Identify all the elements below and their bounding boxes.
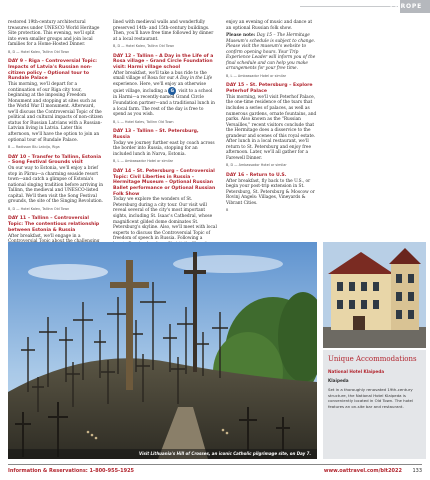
section-tag: EUROPE bbox=[390, 3, 422, 10]
meals-line: B, D — Hotel Kalev, Tallinn Old Town bbox=[8, 49, 70, 54]
foundation-logo-icon: G bbox=[168, 87, 176, 95]
meals-line: B, D — Hotel Kalev, Tallinn Old Town bbox=[113, 44, 175, 49]
klaipeda-hotel-photo bbox=[323, 242, 426, 348]
header-band bbox=[0, 0, 430, 13]
page-footer bbox=[0, 462, 430, 480]
day-16-heading: DAY 16 – Return to U.S. bbox=[226, 172, 287, 178]
day-16-text: After breakfast, fly back to the U.S., or begin your post-trip extension in St. Petersburg, St. Petersburg & Moscow or Rovinj Angels: Villages, Vineyards & Vibrant Cities. bbox=[226, 178, 315, 206]
hotel-description: Set in a thoroughly renovated 19th-century structure, the National Hotel Klaipeda is conveniently located in Old Town. The hotel features an on-site bar and restaurant. bbox=[328, 387, 414, 409]
note-text bbox=[226, 33, 318, 72]
day-15-meals: B, D — Ambassador Hotel or similar bbox=[226, 163, 287, 168]
day-14-text: Today we explore the wonders of St. Petersburg during a city tour. Our visit will reveal several of the city's most important sights, including St. Isaac's Cathedral, whose magnificent gilded dome dominates St. Petersburg's skyline. Also, we'll meet with local experts to discuss the Controversial Topic of freedom of speech in Russia. Following a bbox=[113, 197, 217, 242]
day-10-heading: DAY 10 – Transfer to Tallinn, Estonia – Song Festival Grounds visit bbox=[8, 154, 102, 166]
note-label: Please note: bbox=[226, 33, 256, 39]
day-12-text bbox=[113, 71, 217, 118]
reservations-line: Information & Reservations: 1-800-955-1925 bbox=[8, 468, 135, 474]
day-12-heading: DAY 12 – Tallinn – A Day in the Life of a Rosa village – Grand Circle Foundation visit: Harmi village school bbox=[113, 53, 214, 71]
body-text: restored 19th-century architectural treasures under UNESCO World Heritage Site protection. This evening, we'll split into even smaller groups and join local families for a Home-Hosted Dinner. bbox=[8, 20, 100, 48]
day-16-meals: B bbox=[226, 208, 229, 213]
day-12-text-c: visit to a school in Harmi—a recently-named Grand Circle Foundation partner—and a traditional lunch in a local farm. The rest of the day is free to spend as you wish. bbox=[113, 89, 215, 118]
accommodations-box bbox=[323, 350, 426, 459]
day-9-heading: DAY 9 – Riga – Controversial Topic: Impacts of Latvia's Russian non-citizen policy – Optional tour to Rundale Palace bbox=[8, 59, 98, 82]
day-15-text: This morning, we'll visit Peterhof Palace, the one-time residence of the tsars that includes a series of palaces, as well as numerous gardens, ornate fountains, and parks. Also known as the "Russian Versailles," recent visitors conclude that the Hermitage does a disservice to the grandeur and scenes of this royal estate. After lunch in a local restaurant, we'll return to St. Petersburg and enjoy free afternoon. Later, we'll all gather for a Farewell Dinner. bbox=[226, 94, 317, 161]
day-12-text-b: experience. Here, we'll enjoy an otherwise quiet village, including a bbox=[113, 81, 207, 95]
day-12-text-a: After breakfast, we'll take a bus ride to the small village of Rosa for our bbox=[113, 70, 207, 82]
itinerary-column-3 bbox=[226, 20, 318, 218]
day-9-meals: B — Radisson Blu Latvija, Riga bbox=[8, 145, 60, 150]
day-12-highlight: A Day in the Life bbox=[175, 76, 213, 82]
website-link[interactable]: www.oattravel.com/blt2022 bbox=[323, 468, 402, 474]
header-rule bbox=[300, 6, 398, 7]
day-11-heading: DAY 11 – Tallinn – Controversial Topic: The contentious relationship between Estonia & Russia bbox=[8, 216, 100, 233]
page-number: 133 bbox=[412, 468, 422, 474]
hotel-illustration bbox=[323, 242, 426, 348]
itinerary-column-2 bbox=[113, 20, 217, 271]
body-text: enjoy an evening of music and dance at an optional Russian folk show. bbox=[226, 20, 313, 31]
itinerary-column-1 bbox=[8, 20, 104, 274]
footer-rule bbox=[8, 464, 422, 465]
hotel-city: Klaipeda bbox=[328, 378, 349, 383]
day-10-meals: B, D — Hotel Kalev, Tallinn Old Town bbox=[8, 206, 70, 211]
day-14-heading: DAY 14 – St. Petersburg – Controversial Topic: Civil Liberties in Russia – Hermitage Museum – Optional Russian Ballet performance or Optional Russian Folk Show bbox=[113, 168, 216, 197]
day-13-meals: B, L — Ambassador Hotel or similar bbox=[113, 159, 174, 164]
body-text: lined with medieval walls and wonderfully preserved 14th- and 15th-century buildings. Then, you'll have free time followed by dinner at a local restaurant. bbox=[113, 20, 214, 42]
day-9-text: This morning, we'll depart for a continuation of our Riga city tour, beginning at the imposing Freedom Monument and stopping at sites such as the World War II monument. Afterward, we'll discuss the Controversial Topic of the political and cultural impacts of non-citizen status for Russian Latvians with a Russian-Latvian living in Latvia. Later this afternoon, we'll have the option to join an optional tour of Rundale Palace. bbox=[8, 82, 103, 143]
photo-caption: Visit Lithuania's Hill of Crosses, an iconic Catholic pilgrimage site, on Day 7. bbox=[8, 449, 317, 459]
hill-of-crosses-photo bbox=[8, 242, 317, 459]
day-11-text: After breakfast, we'll engage in a bbox=[8, 233, 81, 239]
day-13-text: Today we journey further east by coach across the border into Russia, stopping for an included lunch in Narva, Estonia. bbox=[113, 140, 215, 157]
day-10-text: On our way to Estonia, we'll enjoy a brief stop in Pärnu—a charming seaside resort town—and catch a glimpse of Estonia's national singing tradition before arriving in Tallinn, the medieval and UNESCO-listed capital. We'll then visit the Song Festival grounds, the site of the Singing Revolution. bbox=[8, 166, 104, 205]
meals-line: B, L — Ambassador Hotel or similar bbox=[226, 73, 287, 78]
accommodations-title: Unique Accommodations bbox=[328, 355, 417, 363]
day-13-heading: DAY 13 – Tallinn – St. Petersburg, Russia bbox=[113, 129, 199, 140]
hotel-name: National Hotel Klaipeda bbox=[328, 369, 385, 374]
photo-illustration bbox=[8, 242, 317, 459]
day-15-heading: DAY 15 – St. Petersburg – Explore Peterhof Palace bbox=[226, 83, 313, 95]
note-body: Day 15 – The Hermitage Museum's schedule is subject to change. Please visit the museum's website to confirm opening hours. Your Trip Experience Leader will inform you of the final schedule and can help you make arrangements for your free time. bbox=[226, 33, 316, 72]
day-12-meals: B, L — Hotel Kalev, Tallinn Old Town bbox=[113, 119, 174, 124]
